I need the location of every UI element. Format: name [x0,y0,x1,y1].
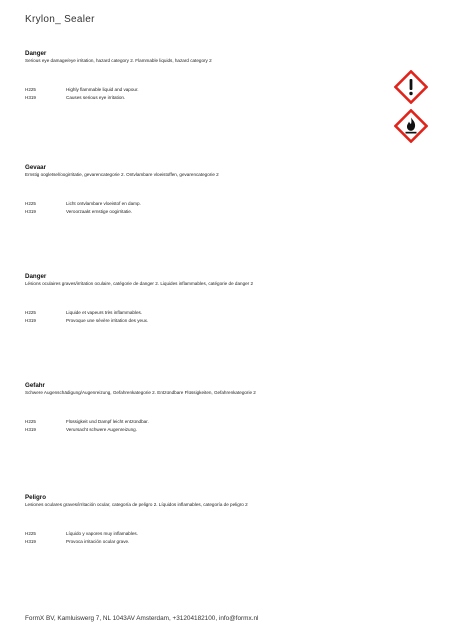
hazard-statement-row [25,418,365,426]
exclamation-mark-icon [394,70,428,104]
hazard-code: H225 [25,419,36,424]
hazard-code: H225 [25,87,36,92]
hazard-text: Highly flammable liquid and vapour. [66,87,139,92]
hazard-text: Licht ontvlambare vloeistof en damp. [66,201,141,206]
hazard-code: H319 [25,209,36,214]
hazard-code: H225 [25,310,36,315]
footer-contact: FormX BV, Kamluiswerg 7, NL 1043AV Amsterdam, +31204182100, info@formx.nl [25,615,259,622]
signal-word: Gevaar [25,164,46,171]
hazard-code: H225 [25,201,36,206]
hazard-statement-row [25,208,365,216]
page-title: Krylon_ Sealer [25,14,95,25]
signal-word: Danger [25,50,47,57]
hazard-section-en [25,50,365,102]
classification-text: Ernstig oogletsel/oogirritatie, gevarencategorie 2. Ontvlambare vloeistoffen, gevarencategorie 2 [25,172,219,177]
hazard-text: Flüssigkeit und Dampf leicht entzündbar. [66,419,149,424]
classification-text: Serious eye damage/eye irritation, hazard category 2. Flammable liquids, hazard category 2 [25,58,212,63]
hazard-text: Liquide et vapeurs très inflammables. [66,310,143,315]
hazard-statement-row [25,200,365,208]
hazard-statement-row [25,94,365,102]
hazard-statement-row [25,530,365,538]
hazard-code: H225 [25,531,36,536]
hazard-code: H319 [25,95,36,100]
hazard-section-de [25,382,365,434]
hazard-text: Provoca irritación ocular grave. [66,539,130,544]
hazard-text: Veroorzaakt ernstige oogirritatie. [66,209,133,214]
classification-text: Lésions oculaires graves/irritation oculaire, catégorie de danger 2. Liquides inflammables, catégorie de danger 2 [25,281,254,286]
hazard-statements [25,530,365,546]
classification-text: Lesiones oculares graves/irritación ocular, categoría de peligro 2. Líquidos inflamables, categoría de peligro 2 [25,502,248,507]
hazard-section-es [25,494,365,546]
hazard-statement-row [25,538,365,546]
hazard-text: Verursacht schwere Augenreizung. [66,427,137,432]
signal-word: Gefahr [25,382,45,389]
flame-icon [394,109,428,143]
hazard-statement-row [25,309,365,317]
hazard-text: Provoque une sévère irritation des yeux. [66,318,149,323]
hazard-text: Líquido y vapores muy inflamables. [66,531,139,536]
signal-word: Danger [25,273,47,280]
hazard-statements [25,86,365,102]
classification-text: Schwere Augenschädigung/Augenreizung, Gefahrenkategorie 2. Entzündbare Flüssigkeiten, Gefahrenkategorie 2 [25,390,256,395]
hazard-section-fr [25,273,365,325]
hazard-code: H319 [25,427,36,432]
hazard-code: H319 [25,318,36,323]
hazard-text: Causes serious eye irritation. [66,95,126,100]
hazard-statement-row [25,317,365,325]
hazard-statements [25,309,365,325]
hazard-section-nl [25,164,365,216]
hazard-code: H319 [25,539,36,544]
signal-word: Peligro [25,494,46,501]
hazard-statements [25,200,365,216]
hazard-statement-row [25,86,365,94]
hazard-statements [25,418,365,434]
hazard-statement-row [25,426,365,434]
